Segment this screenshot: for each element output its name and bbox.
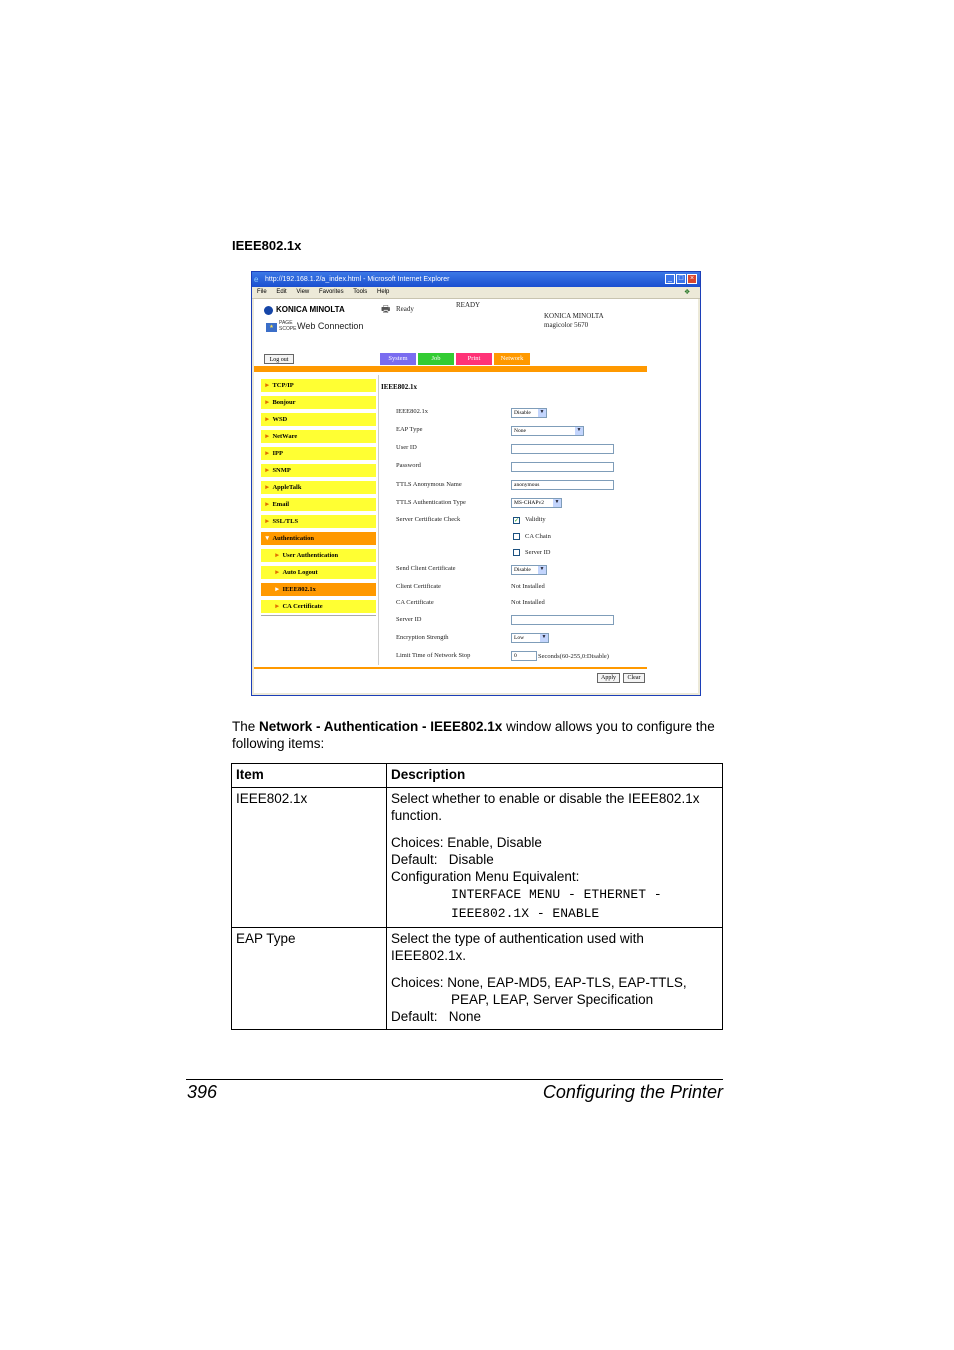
send-client-cert-select[interactable]: Disable ▼	[511, 565, 547, 575]
tab-network[interactable]: Network	[494, 353, 530, 365]
form-title: IEEE802.1x	[381, 383, 417, 391]
chevron-down-icon: ▼	[576, 428, 582, 433]
chevron-down-icon: ▼	[554, 500, 560, 505]
validity-label: Validity	[525, 516, 546, 523]
nav-item-snmp[interactable]: ► SNMP	[261, 464, 376, 477]
pagescope-line1: PAGE	[279, 320, 293, 326]
minimize-button[interactable]: _	[665, 274, 675, 284]
limit-time-input[interactable]: 0	[511, 651, 537, 661]
chevron-down-icon: ▼	[539, 567, 545, 572]
intro-paragraph: The Network - Authentication - IEEE802.1x window allows you to configure the following items:	[232, 719, 715, 751]
server-id-input[interactable]	[511, 615, 614, 625]
ieee-label: IEEE802.1x	[396, 408, 428, 415]
ca-cert-value: Not Installed	[511, 599, 545, 606]
nav-item-netware[interactable]: ► NetWare	[261, 430, 376, 443]
web-page	[254, 299, 698, 693]
row-description: Select whether to enable or disable the IEEE802.1x function. Choices: Enable, Disable Default: Disable Configuration Menu Equivalent: INTERFACE MENU - ETHERNET - IEEE802.1X - ENABLE	[387, 788, 723, 928]
chevron-down-icon: ▼	[541, 635, 547, 640]
nav-separator	[378, 375, 379, 665]
server-cert-check-label: Server Certificate Check	[396, 516, 461, 523]
eap-type-label: EAP Type	[396, 426, 423, 433]
ttls-anonymous-label: TTLS Anonymous Name	[396, 481, 462, 488]
chapter-title: Configuring the Printer	[542, 1082, 723, 1102]
ca-cert-label: CA Certificate	[396, 599, 434, 606]
ieee-select[interactable]: Disable ▼	[511, 408, 547, 418]
vendor-name: KONICA MINOLTA	[544, 312, 604, 320]
validity-checkbox[interactable]: ✓	[514, 518, 520, 524]
client-cert-label: Client Certificate	[396, 583, 441, 590]
header-description: Description	[387, 764, 723, 788]
pagescope-line2: SCOPE	[279, 326, 297, 332]
eap-type-select[interactable]: None ▼	[511, 426, 584, 436]
nav-item-ieee8021x[interactable]: ► IEEE802.1x	[261, 583, 376, 596]
table-row	[232, 928, 723, 1030]
section-heading: IEEE802.1x	[232, 238, 302, 253]
status-upper: READY	[456, 301, 481, 309]
nav-item-authentication[interactable]: ▼ Authentication	[261, 532, 376, 545]
menu-favorites[interactable]: Favorites	[318, 289, 344, 295]
tab-print[interactable]: Print	[456, 353, 492, 365]
status-text: Ready	[396, 305, 414, 313]
ttls-auth-type-select[interactable]: MS-CHAPv2 ▼	[511, 498, 562, 508]
tab-job[interactable]: Job	[418, 353, 454, 365]
password-input[interactable]	[511, 462, 614, 472]
send-client-cert-label: Send Client Certificate	[396, 565, 456, 572]
server-id-checkbox[interactable]	[513, 549, 520, 556]
nav-item-wsd[interactable]: ► WSD	[261, 413, 376, 426]
browser-window	[251, 271, 701, 696]
footer-rule	[186, 1079, 723, 1080]
printer-status-icon: 🖶	[381, 304, 391, 315]
tab-system[interactable]: System	[380, 353, 416, 365]
user-id-input[interactable]	[511, 444, 614, 454]
password-label: Password	[396, 462, 421, 469]
product-name: Web Connection	[297, 321, 364, 331]
ttls-auth-type-label: TTLS Authentication Type	[396, 499, 466, 506]
menu-file[interactable]: File	[257, 289, 267, 295]
server-id-label: Server ID	[396, 616, 422, 623]
nav-item-user-authentication[interactable]: ► User Authentication	[261, 549, 376, 562]
ttls-anonymous-input[interactable]: anonymous	[511, 480, 614, 490]
close-button[interactable]: ×	[687, 274, 697, 284]
row-item: EAP Type	[232, 928, 387, 1030]
clear-button[interactable]: Clear	[623, 673, 645, 683]
nav-item-tcpip[interactable]: ► TCP/IP	[261, 379, 376, 392]
footer-divider	[254, 667, 647, 669]
nav-item-ca-certificate[interactable]: ► CA Certificate	[261, 600, 376, 613]
logout-button[interactable]: Log out	[264, 354, 294, 364]
table-row	[232, 788, 723, 928]
konica-minolta-logo-icon	[264, 306, 273, 315]
menu-edit[interactable]: Edit	[276, 289, 287, 295]
ie-icon: e	[254, 275, 259, 284]
menu-bar	[252, 287, 700, 299]
nav-item-ipp[interactable]: ► IPP	[261, 447, 376, 460]
brand-name: KONICA MINOLTA	[276, 305, 345, 314]
row-item: IEEE802.1x	[232, 788, 387, 928]
nav-item-bonjour[interactable]: ► Bonjour	[261, 396, 376, 409]
pagescope-icon: ★	[266, 323, 277, 332]
maximize-button[interactable]: □	[676, 274, 686, 284]
server-id-check-label: Server ID	[525, 549, 551, 556]
ca-chain-label: CA Chain	[525, 533, 551, 540]
menu-help[interactable]: Help	[376, 289, 390, 295]
row-description: Select the type of authentication used with IEEE802.1x. Choices: None, EAP-MD5, EAP-TLS, EAP-TTLS, PEAP, LEAP, Server Specification Default: None	[387, 928, 723, 1030]
apply-button[interactable]: Apply	[597, 673, 620, 683]
header-item: Item	[232, 764, 387, 788]
encryption-strength-label: Encryption Strength	[396, 634, 449, 641]
menu-view[interactable]: View	[296, 289, 310, 295]
table-header-row	[232, 764, 723, 788]
title-bar	[252, 272, 700, 287]
header-divider	[254, 366, 647, 372]
window-title: http://192.168.1.2/a_index.html - Microsoft Internet Explorer	[265, 276, 450, 283]
windows-logo-icon: ❖	[684, 289, 691, 296]
chevron-down-icon: ▼	[539, 410, 545, 415]
nav-item-auto-logout[interactable]: ► Auto Logout	[261, 566, 376, 579]
client-cert-value: Not Installed	[511, 583, 545, 590]
nav-item-email[interactable]: ► Email	[261, 498, 376, 511]
items-table	[231, 763, 723, 1030]
limit-time-unit: Seconds(60-255,0:Disable)	[538, 653, 609, 660]
nav-item-ssltls[interactable]: ► SSL/TLS	[261, 515, 376, 528]
nav-bottom-line	[261, 615, 376, 616]
nav-item-appletalk[interactable]: ► AppleTalk	[261, 481, 376, 494]
ca-chain-checkbox[interactable]	[513, 533, 520, 540]
page-number: 396	[187, 1082, 218, 1102]
menu-tools[interactable]: Tools	[353, 289, 368, 295]
encryption-strength-select[interactable]: Low ▼	[511, 633, 549, 643]
user-id-label: User ID	[396, 444, 417, 451]
model-name: magicolor 5670	[544, 321, 589, 329]
limit-time-label: Limit Time of Network Stop	[396, 652, 471, 659]
menu-path: Network - Authentication - IEEE802.1x	[259, 719, 503, 734]
